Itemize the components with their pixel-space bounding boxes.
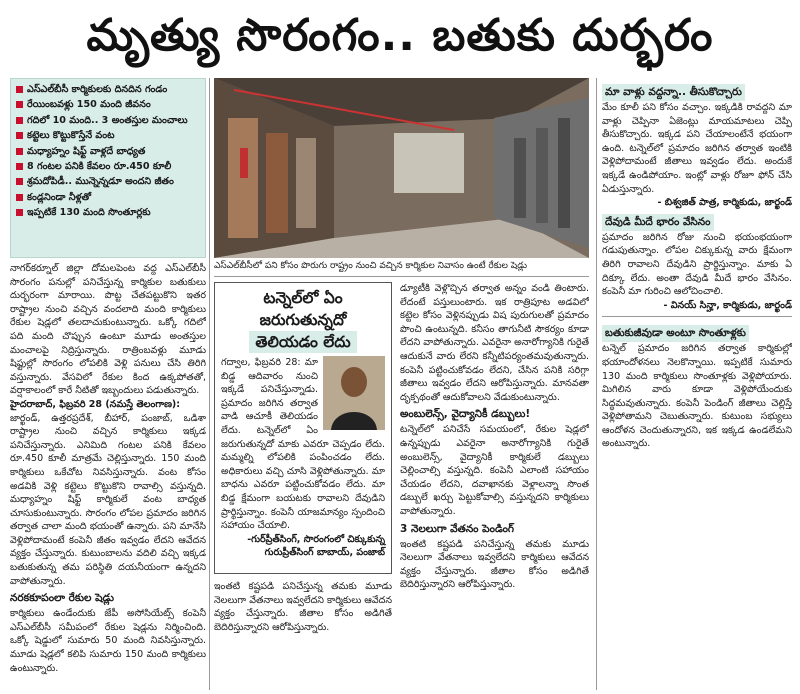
paragraph: నాగర్‌కర్నూల్ జిల్లా దోమలపెంట వద్ద ఎస్‌ఎల్‌బీసీ సొరంగం పనుల్లో పనిచేస్తున్న కార్మికుల బతుకులు దుర్భరంగా మారాయి. పొట్ట చేతపట్టుకొని ఇతర రాష్ట్రాల నుంచి వచ్చిన వందలాది మంది కార్మికులు రేకుల షెడ్లలో తలదాచుకుంటున్నారు. ఒక్కో గదిలో పది మంది చొప్పున ఉంటూ మూడు అంతస్తుల మంచాలపై నిద్రిస్తున్నారు. రాత్రింబవళ్లు మూడు షిఫ్టుల్లో సొరంగం లోపలికి వెళ్లి పనులు చేసి తిరిగి వస్తున్నారు. వేసవిలో రేకుల కింద ఉక్కపోతతో, వర్షాకాలంలో కారే నీటితో ఇబ్బందులు పడుతున్నారు. — [10, 263, 206, 397]
highlight-item: కట్టెలు కొట్టుకొస్తేనే వంట — [16, 128, 200, 143]
box-heading-line1: టన్నెల్‌లో ఏం జరుగుతున్నదో — [259, 289, 347, 329]
paragraph: ఇంతటి కష్టపడి పనిచేస్తున్న తమకు మూడు నెలలుగా వేతనాలు ఇవ్వలేదని కార్మికులు ఆవేదన వ్యక్తం చేస్తున్నారు. జీతాల కోసం అడిగితే బెదిరిస్తున్నారని ఆరోపిస్తున్నారు. — [214, 581, 392, 633]
article-column-2-bottom — [214, 580, 392, 690]
paragraph: కార్మికులు ఉండేందుకు జేపీ అసోసియేట్స్ కంపెనీ ఎస్‌ఎల్‌బీసీ సమీపంలో రేకుల షెడ్లను నిర్మించింది. ఒక్కో షెడ్డులో సుమారు 50 మంది నివసిస్తున్నారు. మూడు షెడ్లలో కలిపి సుమారు 150 మంది కార్మికులు ఉంటున్నారు. — [10, 608, 206, 674]
highlight-item: ఎస్‌ఎల్‌బీసీ కార్మికులకు దినదిన గండం — [16, 82, 200, 97]
subheading: మా వాళ్లు వద్దన్నా.. తీసుకొచ్చారు — [602, 84, 745, 101]
portrait-photo — [323, 356, 385, 430]
section-divider — [214, 276, 589, 277]
article-column-1 — [10, 262, 206, 690]
subheading: 3 నెలలుగా వేతనం పెండింగ్ — [400, 522, 515, 535]
article-column-4 — [602, 80, 792, 690]
signature: -గుర్‌ప్రీత్‌సింగ్, సొరంగంలో చిక్కుకున్న గురుప్రీత్‌సింగ్ బాబాయ్, పంజాబ్ — [247, 533, 385, 559]
dateline: హైదరాబాద్, ఫిబ్రవరి 28 (నమస్తే తెలంగాణ): — [10, 398, 181, 410]
column-divider — [596, 78, 597, 690]
subheading: అంబులెన్స్, వైద్యానికీ డబ్బులు! — [400, 408, 531, 421]
signature: - వినయ్ సిన్హా, కార్మికుడు, జార్ఖండ్ — [663, 299, 792, 311]
paragraph: జార్ఖండ్, ఉత్తరప్రదేశ్, బీహార్, పంజాబ్, ఒడిశా రాష్ట్రాల నుంచి వచ్చిన కార్మికులు ఇక్కడ పనిచేస్తున్నారు. ఎనిమిది గంటల పనికి కేవలం రూ.450 కూలీ మాత్రమే చెల్లిస్తున్నారు. 150 మంది కార్మికులు ఒకేచోట నివసిస్తున్నారు. వంట కోసం అడవికి వెళ్లి కట్టెలు కొట్టుకొని రావాల్సి వస్తున్నది. మధ్యాహ్నం షిఫ్ట్ కార్మికులే వంట బాధ్యత చూసుకుంటున్నారు. సొరంగం లోపల ప్రమాదం జరిగిన తర్వాత చాలా మంది భయంతో ఉన్నారు. పని మానేసి వెళ్లిపోదామంటే కంపెనీ జీతం ఇవ్వడం లేదని ఆవేదన వ్యక్తం చేస్తున్నారు. కుటుంబాలను వదిలి వచ్చి ఇక్కడ బతుకుతున్న తమ పరిస్థితి దయనీయంగా ఉన్నదని వాపోతున్నారు. — [10, 412, 206, 587]
shed-photo — [214, 78, 589, 258]
paragraph: డ్యూటీకి వెళ్లొచ్చిన తర్వాత అన్నం వండి తింటారు. లేదంటే పస్తులుంటారు. ఇక రాత్రిపూట అడవిలో కట్టెల కోసం వెళ్లినప్పుడు విష పురుగులతో ప్రమాదం పొంచి ఉంటున్నది. కనీసం తాగునీటి సౌకర్యం కూడా లేదని వాపోతున్నారు. ఎవరైనా అనారోగ్యానికి గురైతే ఆదుకునే వారు లేరని కన్నీటిపర్యంతమవుతున్నారు. కంపెనీ పట్టించుకోవడం లేదని, చేసిన పనికి సరిగ్గా జీతాలు ఇవ్వడం లేదని ఆరోపిస్తున్నారు. మానవతా దృక్పథంతో ఆదుకోవాలని వేడుకుంటున్నారు. — [400, 283, 589, 403]
paragraph: టన్నెల్ ప్రమాదం జరిగిన తర్వాత కార్మికుల్లో భయాందోళనలు నెలకొన్నాయి. ఇప్పటికే సుమారు 130 మంది కార్మికులు సొంతూళ్లకు వెళ్లిపోయారు. మిగిలిన వారు కూడా వెళ్లిపోయేందుకు సిద్ధమవుతున్నారు. కంపెనీ పెండింగ్ జీతాలు చెల్లిస్తే వెళ్లిపోతామని చెబుతున్నారు. కుటుంబ సభ్యులు ఆందోళన చెందుతున్నారని, ఇక ఇక్కడ ఉండలేమని అంటున్నారు. — [602, 343, 792, 450]
column-divider — [209, 78, 210, 690]
highlight-item: ఇప్పటికే 130 మంది సొంతూర్లకు — [16, 205, 200, 220]
interview-box — [214, 282, 392, 574]
article-column-3 — [400, 282, 589, 690]
paragraph: గద్వాల, ఫిబ్రవరి 28: మా బిడ్డ ఆదివారం నుంచి ఇక్కడే పనిచేస్తున్నాడు. ప్రమాదం జరిగిన తర్వాత వాడి ఆచూకీ తెలియడం లేదు. టన్నెల్‌లో ఏం జరుగుతున్నదో మాకు ఎవరూ చెప్పడం లేదు. మమ్మల్ని లోపలికి పంపించడం లేదు. అధికారులు వచ్చి చూసి వెళ్లిపోతున్నారు. మా బాధను ఎవరూ పట్టించుకోవడం లేదు. మా బిడ్డ క్షేమంగా బయటకు రావాలని దేవుడిని ప్రార్థిస్తున్నాం. కంపెనీ యాజమాన్యం స్పందించి సహాయం చేయాలి. — [221, 357, 385, 532]
paragraph: ప్రమాదం జరిగిన రోజు నుంచి భయంభయంగా గడుపుతున్నాం. లోపల చిక్కుకున్న వారు క్షేమంగా తిరిగి రావాలని దేవుడిని ప్రార్థిస్తున్నాం. మాకు ఏ దిక్కూ లేదు. అంతా దేవుడి మీదే భారం వేసినం. కంపెనీ మా గురించి ఆలోచించాలి. — [602, 231, 792, 298]
shed-photo-graphic — [214, 78, 589, 258]
subheading: దేవుడి మీదే భారం వేసినం — [602, 214, 714, 231]
highlight-item: 8 గంటల పనికి కేవలం రూ.450 కూలీ — [16, 159, 200, 174]
subheading: బతుకుజీవుడా అంటూ సొంతూళ్లకు — [602, 325, 749, 342]
headline: మృత్యు సొరంగం.. బతుకు దుర్భరం — [86, 10, 714, 61]
paragraph: మేం కూలీ పని కోసం వచ్చాం. ఇక్కడికి రావద్దని మా వాళ్లు చెప్పినా ఏజెంట్లు మాయమాటలు చెప్పి తీసుకొచ్చారు. ఇక్కడ పని చేయాలంటేనే భయంగా ఉంది. టన్నెల్‌లో ప్రమాదం జరిగిన తర్వాత ఇంటికి వెళ్లిపోదామంటే జీతాలు ఇవ్వడం లేదు. అందుకే ఇక్కడే ఉండిపోయాం. ఇంట్లో వాళ్లు రోజూ ఫోన్ చేసి ఏడుస్తున్నారు. — [602, 102, 792, 195]
paragraph: ఇంతటి కష్టపడి పనిచేస్తున్న తమకు మూడు నెలలుగా వేతనాలు ఇవ్వలేదని కార్మికులు ఆవేదన వ్యక్తం చేస్తున్నారు. జీతాల కోసం అడిగితే బెదిరిస్తున్నారని ఆరోపిస్తున్నారు. — [400, 538, 589, 591]
photo-caption: ఎస్‌ఎల్‌బీసీలో పని కోసం పొరుగు రాష్ట్రం నుంచి వచ్చిన కార్మికుల నివాసం ఉంటే రేకుల షెడ్లు — [214, 261, 527, 271]
highlight-item: కండ్లనిండా నీళ్లతో — [16, 190, 200, 205]
box-heading — [221, 287, 385, 353]
paragraph: టన్నెల్‌లో పనిచేసే సమయంలో, రేకుల షెడ్లలో ఉన్నప్పుడు ఎవరైనా అనారోగ్యానికి గురైతే అంబులెన్స్, వైద్యానికీ కార్మికులే డబ్బులు చెల్లించాల్సి వస్తున్నది. కంపెనీ ఎలాంటి సహాయం చేయడం లేదని, దవాఖానకు వెళ్లాలన్నా సొంత డబ్బులే ఖర్చు పెట్టుకోవాల్సి వస్తున్నదని కార్మికులు వాపోతున్నారు. — [400, 424, 589, 517]
section-divider — [602, 316, 792, 317]
subheading: నరకకూపంలా రేకుల షెడ్లు — [10, 592, 115, 605]
signature: - బిశ్వజిత్ పాత్ర, కార్మికుడు, జార్ఖండ్ — [657, 197, 792, 209]
portrait-graphic — [323, 356, 385, 430]
highlight-item: రేయింబవళ్లు 150 మంది జీవనం — [16, 97, 200, 112]
box-heading-line2: తెలియడం లేదు — [249, 331, 356, 353]
highlight-item: మధ్యాహ్నం షిఫ్ట్ వాళ్లదే బాధ్యత — [16, 144, 200, 159]
highlight-item: శ్రమదోపిడీ.. మున్నెన్నడూ అందని జీతం — [16, 174, 200, 189]
highlights-box — [10, 78, 206, 258]
highlight-item: గదిలో 10 మంది.. 3 అంతస్తుల మంచాలు — [16, 113, 200, 128]
